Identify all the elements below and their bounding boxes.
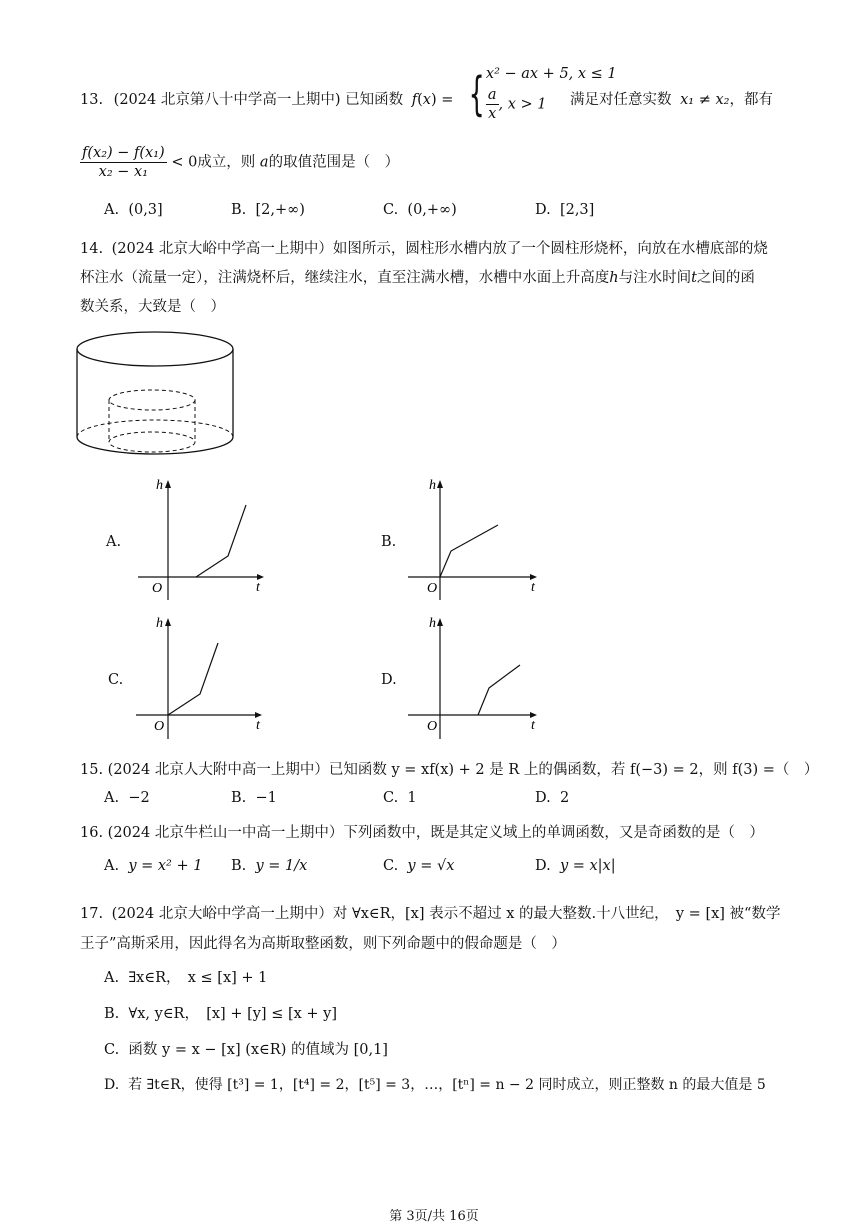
outer-bottom-front (77, 437, 233, 454)
q13-case2-den: x (488, 106, 497, 122)
q15-number: 15. (80, 762, 104, 778)
q15-option-b[interactable]: B. −1 (231, 790, 277, 806)
beaker-bottom (109, 432, 195, 452)
graph-c-curve (168, 643, 218, 715)
q17-option-c[interactable]: C. 函数 y = x − [x] (x∈R) 的值域为 [0,1] (104, 1042, 388, 1058)
graph-d[interactable] (405, 613, 545, 743)
q13-frac-num: f(x₂) − f(x₁) (82, 145, 165, 161)
q17-stem-line2 (80, 932, 566, 953)
q17-option-a[interactable]: A. ∃x∈R， x ≤ [x] + 1 (104, 970, 268, 986)
q14-var-h: h (609, 270, 619, 286)
q15-option-a[interactable]: A. −2 (104, 790, 150, 806)
q13-option-c[interactable]: C. (0,+∞) (383, 202, 457, 218)
q16-option-d[interactable]: D. y = x|x| (535, 858, 616, 874)
outer-bottom-back (77, 420, 233, 437)
q16-option-c[interactable]: C. y = √x (383, 858, 455, 874)
q17-stem-line1 (80, 902, 780, 923)
axis-t-label: t (531, 580, 535, 595)
axis-h-label: h (429, 616, 436, 631)
q13-stem-line2 (80, 144, 399, 181)
brace-symbol: { (468, 66, 485, 121)
graph-label-c[interactable]: C. (108, 672, 124, 688)
axis-t-label: t (256, 580, 260, 595)
graph-label-a[interactable]: A. (106, 534, 122, 550)
axis-t-label: t (256, 718, 260, 733)
q14-stem-line1 (80, 237, 768, 258)
q15-option-d[interactable]: D. 2 (535, 790, 570, 806)
q13-source: (2024 北京第八十中学高一上期中) (113, 92, 341, 108)
graph-c[interactable] (130, 613, 270, 743)
q13-cond: x₁ ≠ x₂ (680, 92, 730, 108)
graph-a[interactable] (130, 475, 270, 605)
beaker-top (109, 390, 195, 410)
q13-option-b[interactable]: B. [2,+∞) (231, 202, 305, 218)
q17-option-b[interactable]: B. ∀x, y∈R， [x] + [y] ≤ [x + y] (104, 1006, 338, 1022)
q16-source: (2024 北京牛栏山一中高一上期中） (107, 825, 344, 841)
q13-stem-b: 满足对任意实数 (570, 92, 672, 108)
q13-stem-line1: 13. (2024 北京第八十中学高一上期中) 已知函数 f(x) = (80, 92, 454, 108)
graph-a-curve (196, 505, 246, 577)
page-footer: 第 3页/共 16页 (389, 1209, 479, 1224)
axis-t-label: t (531, 718, 535, 733)
q14-line2b: 与注水时间 (618, 270, 692, 286)
q15-option-c[interactable]: C. 1 (383, 790, 417, 806)
q15-stem-text: 已知函数 y = xf(x) + 2 是 R 上的偶函数，若 f(−3) = 2，则 f(3) =（ ） (328, 762, 819, 778)
q13-stem-e: 的取值范围是（ ） (268, 154, 400, 171)
q14-line1: (2024 北京大峪中学高一上期中）如图所示，圆柱形水槽内放了一个圆柱形烧杯，向放在水槽底部的烧 (111, 241, 768, 257)
q16-stem (80, 821, 764, 842)
q17-number: 17. (80, 906, 104, 922)
q13-var-a: a (259, 154, 269, 171)
q16-option-b[interactable]: B. y = 1/x (231, 858, 308, 874)
axis-h-label: h (156, 616, 163, 631)
q16-stem-text: 下列函数中，既是其定义域上的单调函数，又是奇函数的是（ ） (343, 825, 764, 841)
q14-line2c: 之间的函 (696, 270, 755, 286)
q16-number: 16. (80, 825, 104, 841)
q13-stem-a: 已知函数 (345, 92, 404, 108)
origin-label: O (427, 719, 438, 734)
q13-stem-c: ，都有 (729, 92, 773, 108)
q15-stem (80, 758, 818, 779)
q13-stem-d: 成立，则 (197, 154, 256, 171)
axis-h-label: h (156, 478, 163, 493)
q17-line2: 王子”高斯采用，因此得名为高斯取整函数，则下列命题中的假命题是（ ） (80, 936, 566, 952)
q13-option-a[interactable]: A. (0,3] (104, 202, 163, 218)
q13-case2-cond: , x > 1 (498, 96, 547, 113)
axis-h-label: h (429, 478, 436, 493)
graph-b[interactable] (405, 475, 545, 605)
origin-label: O (154, 719, 165, 734)
graph-label-d[interactable]: D. (381, 672, 397, 688)
graph-d-curve (478, 665, 520, 715)
q16-option-a[interactable]: A. y = x² + 1 (104, 858, 203, 874)
q13-stem-line1b (570, 88, 773, 109)
q13-frac-den: x₂ − x₁ (98, 164, 149, 180)
outer-top-ellipse (77, 332, 233, 366)
q13-ineq: < 0 (171, 154, 198, 171)
graph-label-b[interactable]: B. (381, 534, 397, 550)
origin-label: O (152, 581, 163, 596)
q14-stem-line3 (80, 295, 225, 316)
q14-line2: 杯注水（流量一定），注满烧杯后，继续注水，直至注满水槽，水槽中水面上升高度 (80, 270, 610, 286)
q17-line1: (2024 北京大峪中学高一上期中）对 ∀x∈R，[x] 表示不超过 x 的最大整数.十八世纪， y = [x] 被“数学 (111, 906, 781, 922)
q14-var-t: t (691, 270, 697, 286)
q14-number: 14. (80, 241, 104, 257)
q17-option-d[interactable]: D. 若 ∃t∈R，使得 [t³] = 1，[t⁴] = 2，[t⁵] = 3，…，[tⁿ] = n − 2 同时成立，则正整数 n 的最大值是 5 (104, 1077, 766, 1093)
q15-source: (2024 北京人大附中高一上期中） (107, 762, 329, 778)
q14-stem-line2 (80, 266, 755, 287)
q13-option-d[interactable]: D. [2,3] (535, 202, 595, 218)
q13-case1: x² − ax + 5, x ≤ 1 (485, 66, 617, 82)
origin-label: O (427, 581, 438, 596)
q13-number: 13. (80, 92, 104, 108)
q14-line3: 数关系，大致是（ ） (80, 299, 225, 315)
q13-case2-num: a (487, 87, 497, 103)
graph-b-curve (440, 525, 498, 577)
cylinder-figure (70, 325, 250, 470)
